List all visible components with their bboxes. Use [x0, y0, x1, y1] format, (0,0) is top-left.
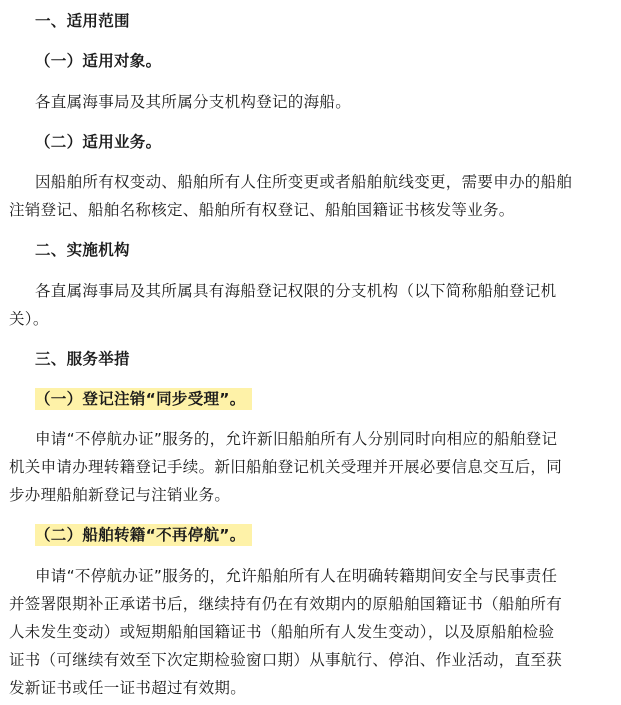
section-heading-agency: 二、实施机构 — [35, 241, 130, 259]
section-heading-scope: 一、适用范围 — [35, 12, 130, 30]
subsection-heading-objects: （一）适用对象。 — [35, 52, 162, 70]
paragraph-objects: 各直属海事局及其所属分支机构登记的海船。 — [35, 93, 352, 111]
paragraph-agency-line: 关）。 — [9, 310, 49, 328]
subsection-heading-no-stop — [35, 525, 252, 545]
subsection-heading-sync-acceptance — [35, 389, 252, 409]
paragraph-no-stop-line: 申请“不停航办证”服务的，允许船舶所有人在明确转籍期间安全与民事责任 — [35, 567, 558, 585]
paragraph-agency-line: 各直属海事局及其所属具有海船登记权限的分支机构（以下简称船舶登记机 — [35, 282, 557, 300]
paragraph-sync-line: 申请“不停航办证”服务的，允许新旧船舶所有人分别同时向相应的船舶登记 — [35, 430, 558, 448]
paragraph-no-stop-line: 并签署限期补正承诺书后，继续持有仍在有效期内的原船舶国籍证书（船舶所有 — [9, 595, 563, 613]
paragraph-no-stop-line: 证书（可继续有效至下次定期检验窗口期）从事航行、停泊、作业活动，直至获 — [9, 651, 563, 669]
subsection-heading-business: （二）适用业务。 — [35, 133, 162, 151]
highlighted-heading-text: （二）船舶转籍“不再停航”。 — [35, 524, 252, 546]
highlighted-heading-text: （一）登记注销“同步受理”。 — [35, 388, 252, 410]
paragraph-no-stop-line: 人未发生变动）或短期船舶国籍证书（船舶所有人发生变动），以及原船舶检验 — [9, 623, 555, 641]
paragraph-business-line: 因船舶所有权变动、船舶所有人住所变更或者船舶航线变更，需要申办的船舶 — [35, 173, 573, 191]
paragraph-no-stop-line: 发新证书或任一证书超过有效期。 — [9, 679, 247, 697]
paragraph-business-line: 注销登记、船舶名称核定、船舶所有权登记、船舶国籍证书核发等业务。 — [9, 201, 515, 219]
paragraph-sync-line: 步办理船舶新登记与注销业务。 — [9, 486, 231, 504]
section-heading-measures: 三、服务举措 — [35, 350, 130, 368]
paragraph-sync-line: 机关申请办理转籍登记手续。新旧船舶登记机关受理并开展必要信息交互后，同 — [9, 458, 563, 476]
